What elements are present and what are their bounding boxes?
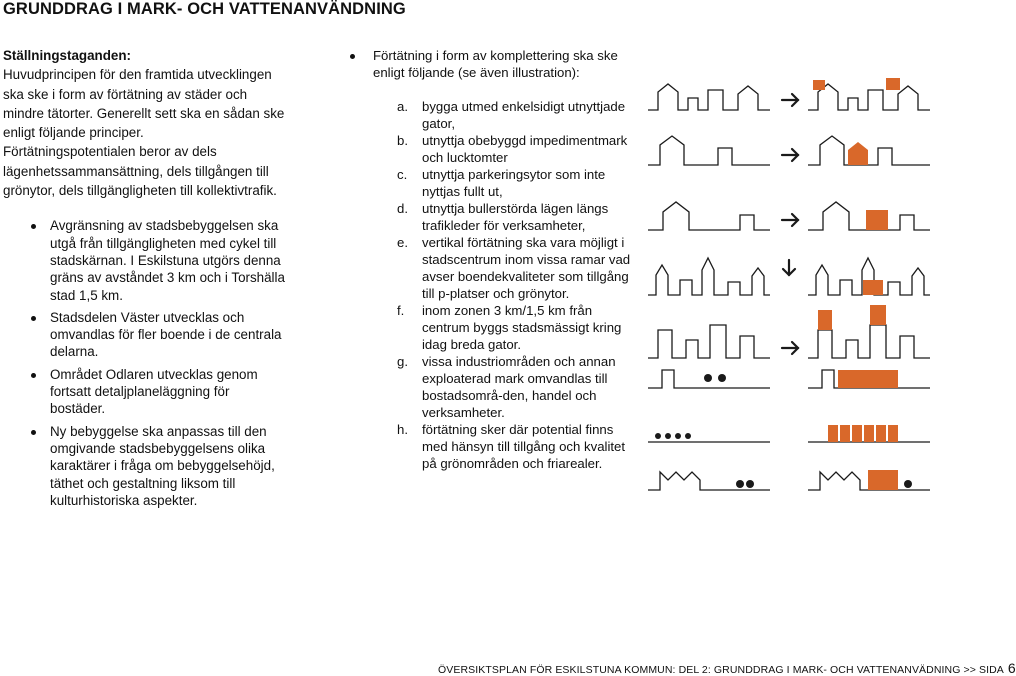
- list-item: Stadsdelen Väster utvecklas och omvandlas för fler boende i de centrala delarna.: [3, 309, 288, 361]
- list-text: inom zonen 3 km/1,5 km från centrum byggs stadsmässigt kring idag breda gator.: [422, 303, 622, 352]
- intro-text: Förtätning i form av komplettering ska ske enligt följande (se även illustration):: [373, 47, 623, 81]
- left-column: [3, 46, 288, 514]
- illustration-row-e: [648, 325, 930, 358]
- arrow-right-icon: [782, 94, 798, 106]
- tree-icon: [665, 433, 671, 439]
- paragraph: Förtätningspotentialen beror av dels lägenhetssammansättning, dels tillgången till grönytor, dels tillgängligheten till kollektivtrafik.: [3, 144, 277, 199]
- list-item: [397, 302, 637, 353]
- arrow-down-icon: [783, 260, 795, 275]
- arrows: [782, 94, 798, 354]
- tree-icon: [655, 433, 661, 439]
- tree-icon: [904, 480, 912, 488]
- tree-icon: [736, 480, 744, 488]
- list-letter: e.: [397, 235, 408, 250]
- tree-icon: [685, 433, 691, 439]
- list-letter: f.: [397, 303, 405, 318]
- list-item: Ny bebyggelse ska anpassas till den omgivande stadsbebyggelsens olika karaktärer i fråga om bebyggelsehöjd, täthet och gestaltning liksom till kulturhistoriska aspekter.: [3, 423, 288, 509]
- list-letter: b.: [397, 133, 408, 148]
- list-text: utnyttja bullerstörda lägen längs trafikleder för verksamheter,: [422, 201, 609, 233]
- tree-icon: [675, 433, 681, 439]
- list-item: Avgränsning av stadsbebyggelsen ska utgå från tillgängligheten med cykel till stadskärnan. I Eskilstuna utgörs denna gräns av avståndet 3 km och i Torshälla stad 1,5 km.: [3, 217, 288, 303]
- list-letter: g.: [397, 354, 408, 369]
- page-footer: [438, 660, 1016, 676]
- list-letter: c.: [397, 167, 408, 182]
- section-heading: Ställningstaganden:: [3, 48, 131, 63]
- list-item: [397, 200, 637, 234]
- illustration-row-b: [648, 136, 930, 165]
- list-letter: a.: [397, 99, 408, 114]
- page-title: GRUNDDRAG I MARK- OCH VATTENANVÄNDNING: [3, 0, 406, 18]
- list-text: utnyttja obebyggd impedimentmark och lucktomter: [422, 133, 628, 165]
- list-item: [397, 234, 637, 302]
- list-item: [397, 353, 637, 421]
- car-icon: [718, 374, 726, 382]
- principle-list: [397, 98, 637, 472]
- list-letter: d.: [397, 201, 408, 216]
- car-icon: [704, 374, 712, 382]
- arrow-right-icon: [782, 149, 798, 161]
- list-item: [397, 98, 637, 132]
- paragraph: Huvudprincipen för den framtida utvecklingen ska ske i form av förtätning av städer och mindre tätorter. Generellt sett ska en sådan ske enligt följande principer.: [3, 67, 285, 141]
- tree-icon: [746, 480, 754, 488]
- arrow-right-icon: [782, 214, 798, 226]
- footer-text: ÖVERSIKTSPLAN FÖR ESKILSTUNA KOMMUN: DEL 2: GRUNDDRAG I MARK- OCH VATTENANVÄDNING >> SIDA: [438, 664, 1004, 676]
- list-item: [397, 421, 637, 472]
- page-number: 6: [1007, 660, 1016, 676]
- list-text: förtätning sker där potential finns med hänsyn till tillgång och kvalitet på grönområden och friarealer.: [422, 422, 626, 471]
- list-text: bygga utmed enkelsidigt utnyttjade gator,: [422, 99, 626, 131]
- list-letter: h.: [397, 422, 408, 437]
- list-item: [397, 166, 637, 200]
- arrow-right-icon: [782, 342, 798, 354]
- bullet-list: [3, 217, 288, 509]
- list-text: vertikal förtätning ska vara möjligt i stadscentrum inom vissa ramar vad avser boendekvaliteter som tillgång till p-platser och grönytor.: [422, 235, 631, 301]
- list-item: [397, 132, 637, 166]
- list-item: Området Odlaren utvecklas genom fortsatt detaljplaneläggning för bostäder.: [3, 366, 288, 418]
- list-text: utnyttja parkeringsytor som inte nyttjas fullt ut,: [422, 167, 606, 199]
- densification-illustration: [648, 70, 948, 500]
- list-text: vissa industriområden och annan exploaterad mark omvandlas till bostadsområ-den, handel och verksamheter.: [422, 354, 616, 420]
